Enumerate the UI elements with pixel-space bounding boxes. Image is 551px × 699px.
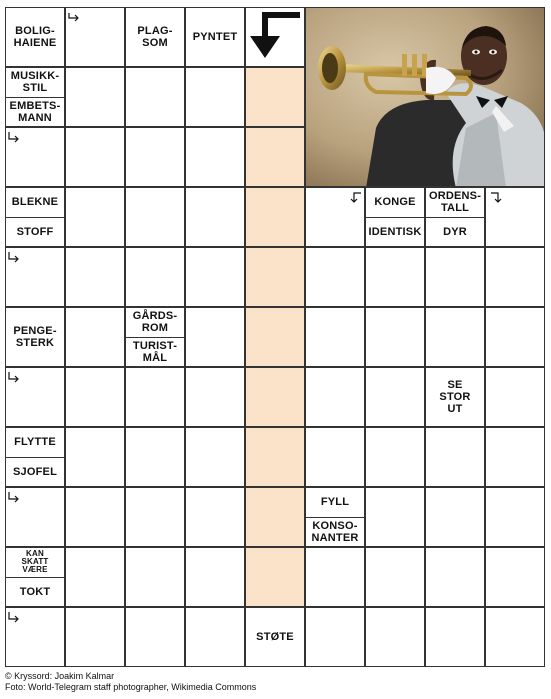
clue-konge: KONGE (374, 196, 416, 209)
credits (5, 671, 256, 693)
clue-embetsmann: EMBETS- MANN (6, 97, 64, 127)
clue-konsonanter: KONSO- NANTER (306, 517, 364, 547)
clue-tokt: TOKT (6, 577, 64, 607)
arrow-down-right-icon (7, 371, 21, 385)
answer-cell[interactable] (185, 67, 245, 127)
clue-cell-pyntet (185, 7, 245, 67)
answer-cell[interactable] (365, 607, 425, 667)
solution-cell[interactable] (245, 127, 305, 187)
arrow-right-down-icon (489, 190, 503, 204)
clue-bolighaiene: BOLIG- HAIENE (13, 25, 57, 49)
clue-cell-ordenstall-dyr (425, 187, 485, 247)
clue-cell-konge-identisk (365, 187, 425, 247)
arrow-down-right-icon (7, 251, 21, 265)
answer-cell[interactable] (485, 307, 545, 367)
clue-cell-kan-skatt-vaere-tokt (5, 547, 65, 607)
answer-cell[interactable] (485, 247, 545, 307)
trumpet-player-illustration (306, 8, 545, 187)
answer-cell[interactable] (365, 487, 425, 547)
solution-cell[interactable] (245, 367, 305, 427)
solution-cell[interactable] (245, 67, 305, 127)
answer-cell[interactable] (185, 247, 245, 307)
answer-cell[interactable] (65, 547, 125, 607)
answer-cell[interactable] (185, 427, 245, 487)
clue-identisk: IDENTISK (366, 217, 424, 247)
answer-cell[interactable] (305, 427, 365, 487)
trumpet-player-photo (305, 7, 545, 187)
arrow-down-right-icon (67, 11, 81, 25)
crossword-credit: © Kryssord: Joakim Kalmar (5, 671, 115, 681)
solution-cell[interactable] (245, 427, 305, 487)
arrow-left-down-icon (349, 190, 363, 204)
answer-cell[interactable] (65, 487, 125, 547)
clue-cell-blekne-stoff (5, 187, 65, 247)
clue-kan-skatt-vaere: KAN SKATT VÆRE (21, 549, 49, 575)
answer-cell[interactable] (305, 307, 365, 367)
answer-cell[interactable] (65, 127, 125, 187)
answer-cell[interactable] (185, 307, 245, 367)
answer-cell[interactable] (185, 607, 245, 667)
answer-cell[interactable] (65, 67, 125, 127)
answer-cell[interactable] (365, 367, 425, 427)
solution-cell[interactable] (245, 547, 305, 607)
crossword-board (5, 7, 545, 667)
clue-cell-bolighaiene (5, 7, 65, 67)
clue-dyr: DYR (426, 217, 484, 247)
clue-sjofel: SJOFEL (6, 457, 64, 487)
answer-cell[interactable] (125, 547, 185, 607)
answer-cell[interactable] (425, 427, 485, 487)
answer-cell[interactable] (305, 247, 365, 307)
answer-cell[interactable] (185, 547, 245, 607)
answer-cell[interactable] (485, 607, 545, 667)
answer-cell[interactable] (485, 427, 545, 487)
answer-cell[interactable] (65, 247, 125, 307)
answer-cell[interactable] (125, 67, 185, 127)
answer-cell[interactable] (65, 607, 125, 667)
clue-pengesterk: PENGE- STERK (13, 325, 57, 349)
answer-cell[interactable] (125, 127, 185, 187)
answer-cell[interactable] (125, 187, 185, 247)
answer-cell[interactable] (65, 427, 125, 487)
answer-cell[interactable] (185, 487, 245, 547)
answer-cell[interactable] (485, 547, 545, 607)
clue-cell-musikkstil-embetsmann (5, 67, 65, 127)
clue-se-stor-ut: SE STOR UT (439, 379, 471, 415)
answer-cell[interactable] (365, 547, 425, 607)
clue-cell-se-stor-ut (425, 367, 485, 427)
clue-gardsrom: GÅRDS- ROM (132, 310, 178, 335)
clue-musikkstil: MUSIKK- STIL (10, 70, 60, 95)
solution-cell[interactable] (245, 187, 305, 247)
solution-arrow-cell (245, 7, 305, 67)
answer-cell[interactable] (65, 187, 125, 247)
answer-cell[interactable] (65, 307, 125, 367)
answer-cell[interactable] (425, 607, 485, 667)
clue-stote: STØTE (256, 631, 294, 643)
answer-cell[interactable] (305, 367, 365, 427)
answer-cell[interactable] (125, 607, 185, 667)
answer-cell[interactable] (425, 307, 485, 367)
arrow-down-right-icon (7, 611, 21, 625)
arrow-down-right-icon (7, 131, 21, 145)
answer-cell[interactable] (485, 487, 545, 547)
solution-cell[interactable] (245, 307, 305, 367)
answer-cell[interactable] (485, 367, 545, 427)
clue-cell-plagsom (125, 7, 185, 67)
solution-cell[interactable] (245, 247, 305, 307)
answer-cell[interactable] (305, 607, 365, 667)
solution-cell[interactable] (245, 487, 305, 547)
bent-arrow-down-icon (246, 8, 304, 66)
clue-stoff: STOFF (6, 217, 64, 247)
answer-cell[interactable] (425, 487, 485, 547)
clue-ordenstall: ORDENS- TALL (428, 190, 482, 215)
clue-cell-pengesterk (5, 307, 65, 367)
answer-cell[interactable] (365, 307, 425, 367)
clue-plagsom: PLAG- SOM (137, 25, 173, 49)
clue-cell-stote (245, 607, 305, 667)
answer-cell[interactable] (185, 367, 245, 427)
answer-cell[interactable] (365, 247, 425, 307)
answer-cell[interactable] (65, 367, 125, 427)
arrow-down-right-icon (7, 491, 21, 505)
clue-cell-flytte-sjofel (5, 427, 65, 487)
clue-fyll: FYLL (320, 496, 350, 509)
clue-flytte: FLYTTE (14, 436, 56, 449)
answer-cell[interactable] (365, 427, 425, 487)
answer-cell[interactable] (305, 547, 365, 607)
answer-cell[interactable] (125, 367, 185, 427)
answer-cell[interactable] (185, 187, 245, 247)
answer-cell[interactable] (125, 487, 185, 547)
answer-cell[interactable] (185, 127, 245, 187)
answer-cell[interactable] (125, 247, 185, 307)
answer-cell[interactable] (425, 247, 485, 307)
clue-pyntet: PYNTET (192, 31, 238, 43)
clue-cell-gardsrom-turistmal (125, 307, 185, 367)
clue-cell-fyll-konsonanter (305, 487, 365, 547)
answer-cell[interactable] (425, 547, 485, 607)
clue-blekne: BLEKNE (11, 196, 59, 209)
clue-turistmal: TURIST- MÅL (126, 337, 184, 367)
photo-credit: Foto: World-Telegram staff photographer, Wikimedia Commons (5, 682, 257, 692)
answer-cell[interactable] (125, 427, 185, 487)
